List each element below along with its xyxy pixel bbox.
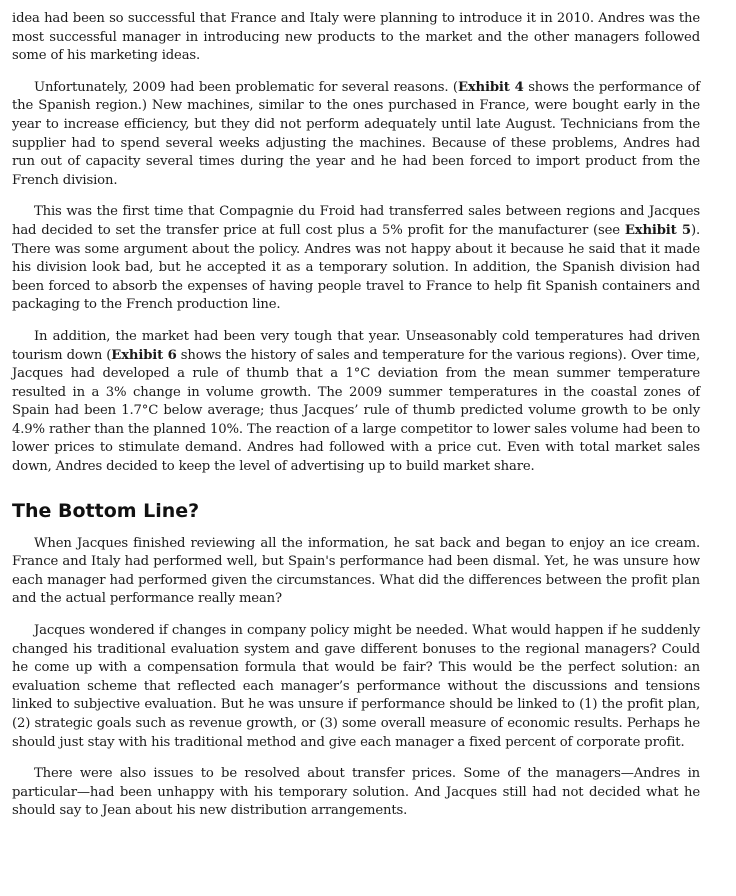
paragraph-transfer-text-after: ). There was some argument about the policy. Andres was not happy about it because he said that it made his division look bad, but he accepted it as a temporary solution. In addition, the Spanish division had been forced to absorb the expenses of having people travel to France to help fit Spanish containers and packaging to the French production line.: [12, 222, 700, 313]
exhibit-4-reference: Exhibit 4: [457, 79, 524, 95]
paragraph-2009-text-before: Unfortunately, 2009 had been problematic for several reasons. (: [34, 79, 458, 95]
exhibit-6-reference: Exhibit 6: [111, 347, 177, 363]
paragraph-policy: Jacques wondered if changes in company policy might be needed. What would happen if he suddenly changed his traditional evaluation system and gave different bonuses to the regional managers? Could he come up with a compensation formula that would be fair? This would be the perfect solution: an evaluation scheme that reflected each manager’s performance without the discussions and tensions linked to subjective evaluation. But he was unsure if performance should be linked to (1) the profit plan, (2) strategic goals such as revenue growth, or (3) some overall measure of economic results. Perhaps he should just stay with his traditional method and give each manager a fixed percent of corporate profit.: [12, 623, 700, 750]
paragraph-market: [12, 328, 700, 477]
paragraph-intro: idea had been so successful that France and Italy were planning to introduce it in 2010. Andres was the most successful manager in introducing new products to the market and the other managers followed some of his marketing ideas.: [12, 11, 700, 64]
paragraph-transfer-text-before: This was the first time that Compagnie du Froid had transferred sales between regions and Jacques had decided to set the transfer price at full cost plus a 5% profit for the manufacturer (see: [12, 204, 700, 238]
paragraph-2009-text-after: shows the performance of the Spanish region.) New machines, similar to the ones purchased in France, were bought early in the year to increase efficiency, but they did not perform adequately until late August. Technicians from the supplier had to spend several weeks adjusting the machines. Because of these problems, Andres had run out of capacity several times during the year and he had been forced to import product from the French division.: [12, 79, 700, 188]
section-heading: The Bottom Line?: [12, 499, 200, 522]
paragraph-market-text-before: In addition, the market had been very tough that year. Unseasonably cold temperatures had driven tourism down (: [12, 328, 700, 363]
paragraph-issues: There were also issues to be resolved about transfer prices. Some of the managers—Andres in particular—had been unhappy with his temporary solution. And Jacques still had not decided what he should say to Jean about his new distribution arrangements.: [12, 766, 700, 819]
paragraph-2009-problems: [12, 79, 700, 191]
paragraph-market-text-after: shows the history of sales and temperature for the various regions). Over time, Jacques had developed a rule of thumb that a 1°C deviation from the mean summer temperature resulted in a 3% change in volume growth. The 2009 summer temperatures in the coastal zones of Spain had been 1.7°C below average; thus Jacques’ rule of thumb predicted volume growth to be only 4.9% rather than the planned 10%. The reaction of a large competitor to lower sales volume had been to lower prices to stimulate demand. Andres had followed with a price cut. Even with total market sales down, Andres decided to keep the level of advertising up to build market share.: [12, 347, 700, 475]
exhibit-5-reference: Exhibit 5: [624, 222, 691, 238]
paragraph-review: When Jacques finished reviewing all the information, he sat back and began to enjoy an ice cream. France and Italy had performed well, but Spain's performance had been dismal. Yet, he was unsure how each manager had performed given the circumstances. What did the differences between the profit plan and the actual performance really mean?: [12, 535, 700, 607]
paragraph-transfer-price: [12, 203, 700, 315]
